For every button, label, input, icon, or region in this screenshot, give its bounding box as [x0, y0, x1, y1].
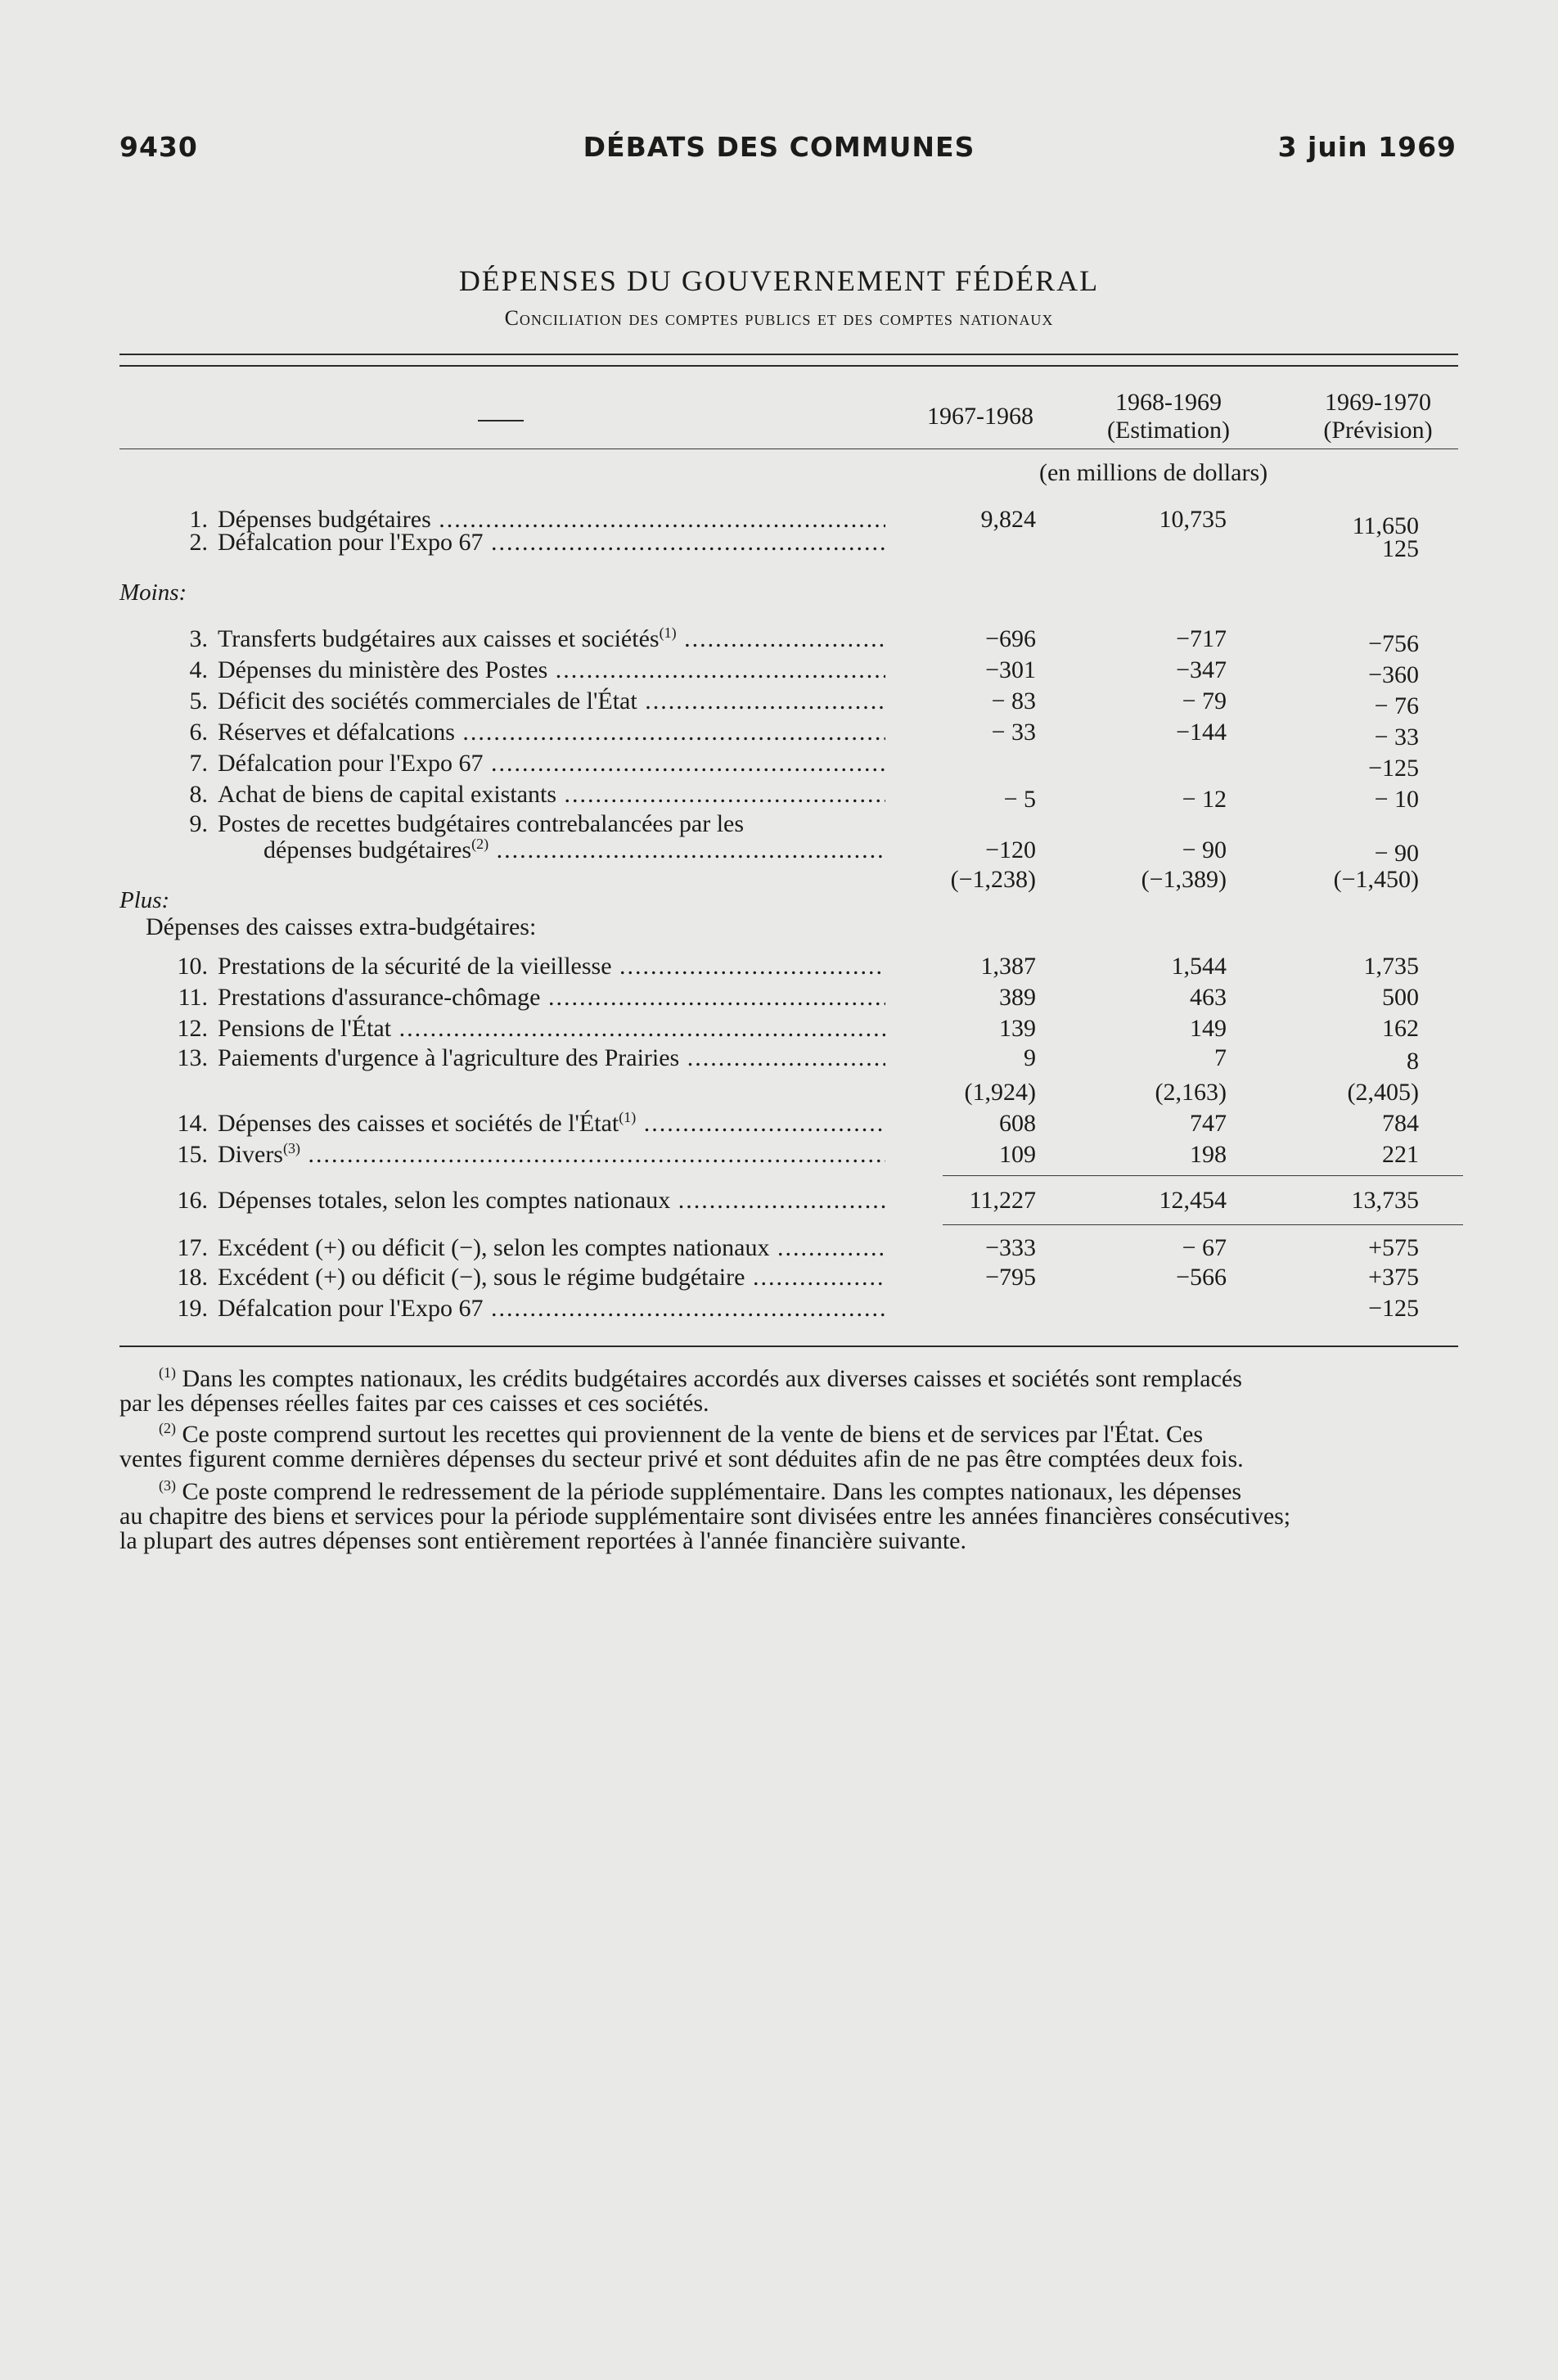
table-row: 6. Réserves et défalcations ..... − 33 −144 − 33: [0, 717, 1558, 748]
total-rule-top: [943, 1175, 1463, 1176]
table-row: 2. Défalcation pour l'Expo 67 ..... 125: [0, 527, 1558, 558]
table-subtitle: Conciliation des comptes publics et des comptes nationaux: [504, 306, 1054, 330]
unit-label: (en millions de dollars): [1039, 459, 1268, 486]
table-row: 1. Dépenses budgétaires ..... 9,824 10,735 11,650: [0, 504, 1558, 535]
table-row: 13. Paiements d'urgence à l'agriculture des Prairies ..... 9 7 8: [0, 1043, 1558, 1074]
column-header-1969: 1969-1970 (Prévision): [1323, 389, 1433, 444]
footnote-2: $^{(2)}$ Ce poste comprend surtout les recettes qui proviennent de la vente de biens et de services par l'État. Ces ventes figurent comme dernières dépenses du secteur privé et sont déduites afin de ne pas être comptées deux fois.: [119, 1420, 1244, 1472]
table-row: 17. Excédent (+) ou déficit (−), selon les comptes nationaux ..... −333 − 67 +575: [0, 1233, 1558, 1264]
section-moins: Moins:: [119, 579, 187, 606]
column-header-1967: 1967-1968: [927, 403, 1033, 430]
footnote-1: $^{(1)}$ Dans les comptes nationaux, les crédits budgétaires accordés aux diverses caisses et sociétés sont remplacés par les dépenses réelles faites par ces caisses et ces sociétés.: [119, 1364, 1242, 1417]
section-extra-budgetaires: Dépenses des caisses extra-budgétaires:: [146, 913, 537, 940]
table-row: 8. Achat de biens de capital existants ..... − 5 − 12 − 10: [0, 779, 1558, 810]
table-row: 11. Prestations d'assurance-chômage ..... 389 463 500: [0, 982, 1558, 1013]
table-row: 5. Déficit des sociétés commerciales de l'État ..... − 83 − 79 − 76: [0, 686, 1558, 717]
page-number: 9430: [119, 131, 198, 163]
table-row: 9. Postes de recettes budgétaires contrebalancées par les: [189, 810, 745, 837]
total-rule-bottom: [943, 1224, 1463, 1225]
table-row: 7. Défalcation pour l'Expo 67 ..... −125: [0, 748, 1558, 779]
table-row: 15. Divers$^{(3)}$ ..... 109 198 221: [0, 1139, 1558, 1170]
table-row: 18. Excédent (+) ou déficit (−), sous le régime budgétaire ..... −795 −566 +375: [0, 1262, 1558, 1293]
table-row: 19. Défalcation pour l'Expo 67 ..... −125: [0, 1293, 1558, 1324]
section-plus: Plus:: [119, 887, 170, 913]
label-column-dash: [478, 420, 524, 421]
subtotal-row: (1,924) (2,163) (2,405): [964, 1079, 1419, 1106]
top-rule-double: [119, 365, 1458, 367]
journal-title: DÉBATS DES COMMUNES: [583, 131, 975, 163]
table-row: 4. Dépenses du ministère des Postes ..... −301 −347 −360: [0, 655, 1558, 686]
table-row: dépenses budgétaires$^{(2)}$ ..... −120 − 90 − 90: [0, 835, 1558, 866]
footnote-3: $^{(3)}$ Ce poste comprend le redressement de la période supplémentaire. Dans les comptes nationaux, les dépenses au chapitre des biens et services pour la période supplémentaire sont divisées entre les années financières consécutives; la plupart des autres dépenses sont entièrement reportées à l'année financière suivante.: [119, 1477, 1291, 1554]
table-title: DÉPENSES DU GOUVERNEMENT FÉDÉRAL: [458, 264, 1100, 297]
footnote-rule: [119, 1346, 1458, 1347]
page-date: 3 juin 1969: [1277, 131, 1457, 163]
table-row: 12. Pensions de l'État ..... 139 149 162: [0, 1013, 1558, 1044]
top-rule: [119, 354, 1458, 355]
total-row: 16. Dépenses totales, selon les comptes nationaux ..... 11,227 12,454 13,735: [0, 1185, 1558, 1216]
column-header-1968: 1968-1969 (Estimation): [1107, 389, 1230, 444]
table-row: 3. Transferts budgétaires aux caisses et sociétés$^{(1)}$ ..... −696 −717 −756: [0, 624, 1558, 655]
subtotal-row: (−1,238) (−1,389) (−1,450): [950, 866, 1419, 893]
table-row: 10. Prestations de la sécurité de la vieillesse ..... 1,387 1,544 1,735: [0, 951, 1558, 982]
table-row: 14. Dépenses des caisses et sociétés de l'État$^{(1)}$ ..... 608 747 784: [0, 1108, 1558, 1139]
